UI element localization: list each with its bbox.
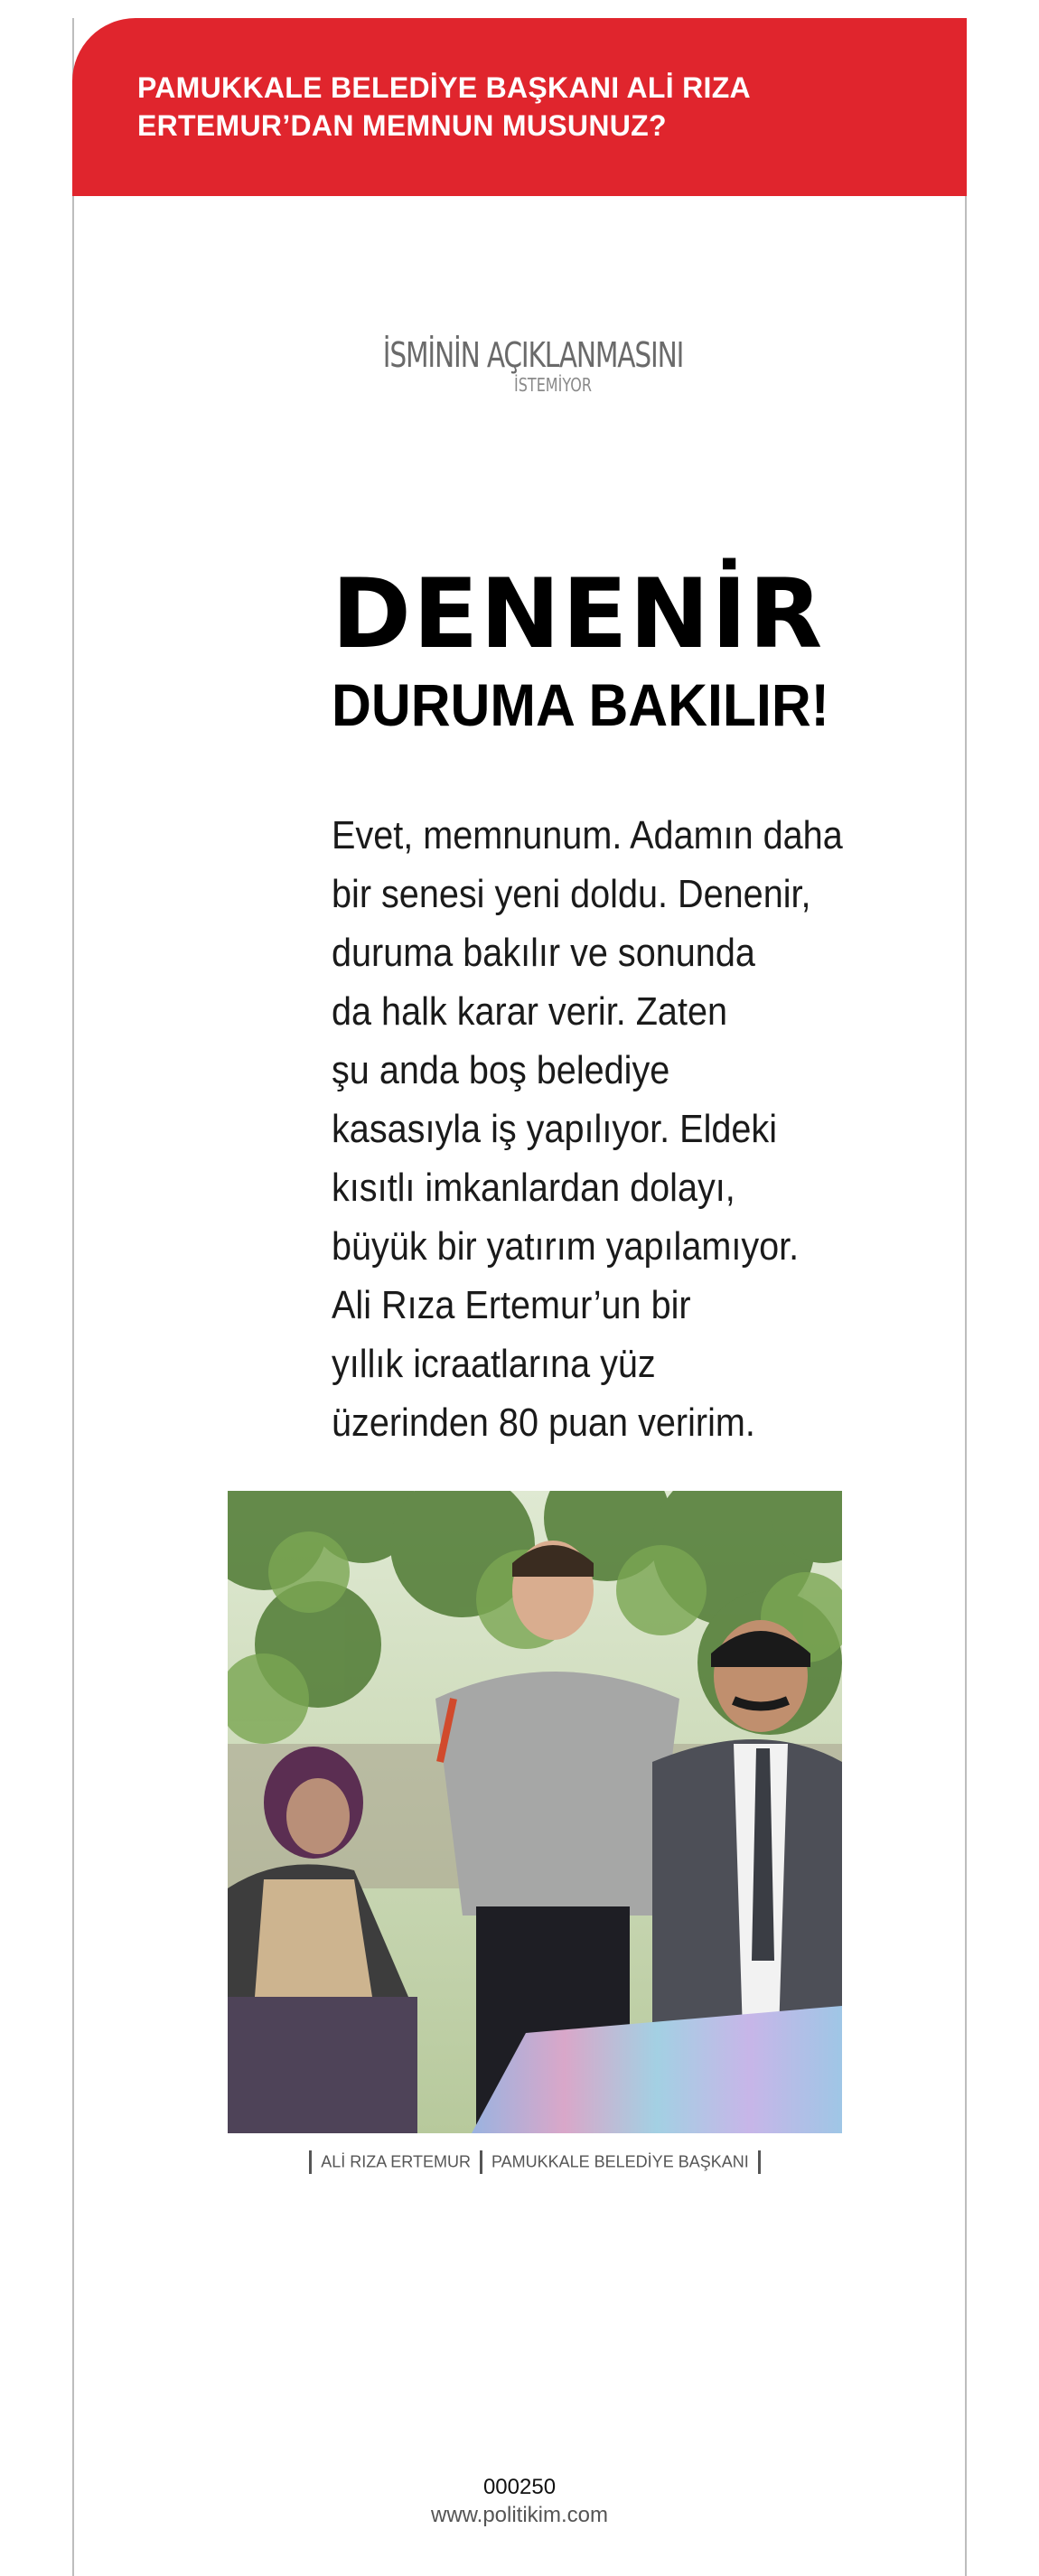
- body-line: kısıtlı imkanlardan dolayı,: [332, 1166, 735, 1210]
- question-line-2: ERTEMUR’DAN MEMNUN MUSUNUZ?: [137, 109, 667, 142]
- body-line: bir senesi yeni doldu. Denenir,: [332, 872, 811, 916]
- respondent-sub: İSTEMİYOR: [514, 374, 592, 396]
- site-url[interactable]: www.politikim.com: [430, 2503, 609, 2527]
- body-line: duruma bakılır ve sonunda: [332, 931, 755, 975]
- body-line: Ali Rıza Ertemur’un bir: [332, 1283, 691, 1327]
- respondent-label: [330, 334, 736, 396]
- body-line: şu anda boş belediye: [332, 1048, 670, 1092]
- body-line: büyük bir yatırım yapılamıyor.: [332, 1224, 800, 1269]
- answer-headline: [332, 560, 964, 739]
- caption-divider: [480, 2150, 482, 2174]
- caption-divider: [309, 2150, 312, 2174]
- page-code: 000250: [482, 2475, 557, 2499]
- body-line: kasasıyla iş yapılıyor. Eldeki: [332, 1107, 778, 1151]
- headline-line-1: DENENİR: [332, 558, 825, 670]
- body-line: yıllık icraatlarına yüz: [332, 1342, 656, 1386]
- photo-caption: [228, 2150, 842, 2174]
- caption-divider: [758, 2150, 761, 2174]
- body-line: da halk karar verir. Zaten: [332, 989, 728, 1034]
- caption-name: ALİ RIZA ERTEMUR: [321, 2152, 471, 2171]
- answer-body: [332, 806, 910, 1452]
- article-card: [72, 18, 967, 2576]
- mayor-photo: [228, 1491, 842, 2133]
- caption-title: PAMUKKALE BELEDİYE BAŞKANI: [491, 2152, 749, 2171]
- question-line-1: PAMUKKALE BELEDİYE BAŞKANI ALİ RIZA: [137, 71, 751, 104]
- body-line: Evet, memnunum. Adamın daha: [332, 813, 843, 857]
- body-line: üzerinden 80 puan veririm.: [332, 1400, 755, 1445]
- footer: [74, 2474, 965, 2530]
- question-header: [72, 18, 967, 196]
- respondent-main: İSMİNİN AÇIKLANMASINI: [382, 335, 684, 375]
- headline-line-2: DURUMA BAKILIR!: [332, 671, 829, 738]
